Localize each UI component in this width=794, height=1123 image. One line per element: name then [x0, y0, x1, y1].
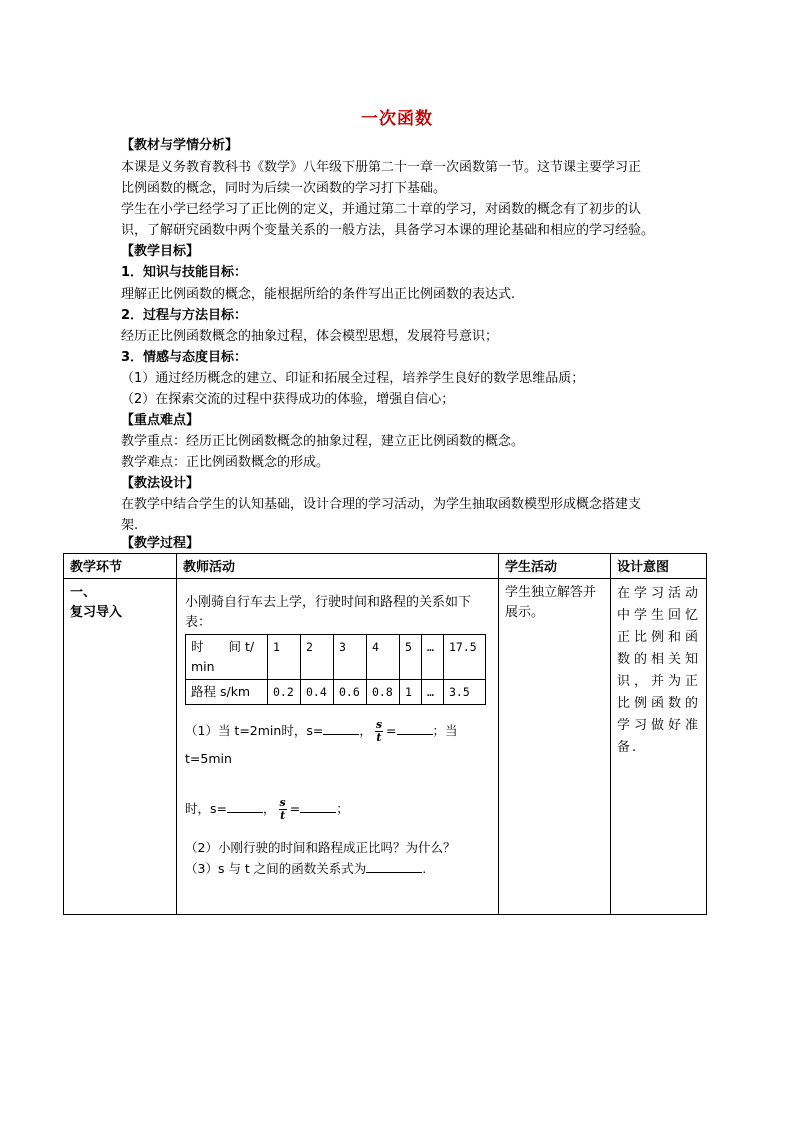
- q1-end: ；: [336, 801, 349, 816]
- goal-3-item-1: （1）通过经历概念的建立、印证和拓展全过程，培养学生良好的数学思维品质；: [121, 371, 585, 386]
- fraction-denominator: t: [376, 731, 382, 744]
- header-student-activity: 学生活动: [499, 554, 611, 579]
- fraction-s-over-t: [375, 719, 383, 744]
- time-value: …: [422, 635, 444, 680]
- student-activity-cell: 学生独立解答并展示。: [499, 579, 611, 915]
- distance-value: …: [422, 680, 444, 705]
- q1-text-b: ；当 t=5min: [185, 723, 458, 766]
- question-2: （2）小刚行驶的时间和路程成正比吗？为什么？: [185, 840, 456, 855]
- fraction-s-over-t: [279, 797, 287, 822]
- time-value: 17.5: [444, 635, 486, 680]
- time-distance-table: [185, 634, 486, 705]
- distance-value: 0.8: [367, 680, 400, 705]
- header-teacher-activity: 教师活动: [177, 554, 499, 579]
- q1-comma: ，: [263, 801, 276, 816]
- goal-1-text: 理解正比例函数的概念，能根据所给的条件写出正比例函数的表达式.: [121, 287, 516, 302]
- q1-comma: ，: [359, 723, 372, 738]
- process-heading: 【教学过程】: [121, 536, 200, 551]
- analysis-paragraph-1-line-2: 比例函数的概念，同时为后续一次函数的学习打下基础。: [121, 181, 447, 196]
- stage-cell: [64, 579, 177, 915]
- method-text-line-2: 架.: [121, 518, 139, 533]
- process-table-row: [64, 579, 707, 915]
- design-intent-cell: 在学习活动中学生回忆正比例和函数的相关知识，并为正比例函数的学习做好准备.: [611, 579, 707, 915]
- time-value: 1: [268, 635, 301, 680]
- goal-2-text: 经历正比例函数概念的抽象过程，体会模型思想，发展符号意识；: [121, 329, 499, 344]
- process-table-header-row: [64, 554, 707, 579]
- analysis-heading: 【教材与学情分析】: [121, 138, 239, 153]
- analysis-paragraph-2-line-1: 学生在小学已经学习了正比例的定义，并通过第二十章的学习，对函数的概念有了初步的认: [121, 202, 642, 217]
- stage-number: 一、: [70, 585, 97, 600]
- q3-text: （3）s 与 t 之间的函数关系式为: [185, 861, 367, 876]
- time-value: 3: [334, 635, 367, 680]
- distance-row: [186, 680, 486, 705]
- q1-text-c: 时，s=: [185, 801, 227, 816]
- time-value: 2: [301, 635, 334, 680]
- question-3: [185, 858, 490, 879]
- distance-value: 1: [400, 680, 422, 705]
- question-1-line-1: [185, 717, 490, 773]
- analysis-paragraph-2-line-2: 识，了解研究函数中两个变量关系的一般方法，具备学习本课的理论基础和相应的学习经验。: [121, 223, 655, 238]
- header-design-intent: 设计意图: [611, 554, 707, 579]
- distance-value: 0.4: [301, 680, 334, 705]
- distance-value: 0.6: [334, 680, 367, 705]
- time-label: 时 间 t/min: [186, 635, 268, 680]
- method-heading: 【教法设计】: [121, 476, 200, 491]
- time-value: 4: [367, 635, 400, 680]
- fraction-numerator: s: [279, 796, 286, 809]
- method-text-line-1: 在教学中结合学生的认知基础，设计合理的学习活动，为学生抽取函数模型形成概念搭建支: [121, 497, 642, 512]
- analysis-paragraph-1-line-1: 本课是义务教育教科书《数学》八年级下册第二十一章一次函数第一节。这节课主要学习正: [121, 160, 642, 175]
- distance-value: 0.2: [268, 680, 301, 705]
- q3-end: .: [422, 861, 427, 876]
- answer-blank: [300, 800, 336, 813]
- goal-3-heading: 3．情感与态度目标：: [121, 350, 248, 365]
- document-title: 一次函数: [361, 109, 433, 129]
- answer-blank: [366, 860, 422, 873]
- time-value: 5: [400, 635, 422, 680]
- q1-text-a: （1）当 t=2min时，s=: [185, 723, 324, 738]
- answer-blank: [323, 722, 359, 735]
- fraction-numerator: s: [375, 718, 383, 731]
- distance-value: 3.5: [444, 680, 486, 705]
- teacher-intro: 小刚骑自行车去上学，行驶时间和路程的关系如下表：: [185, 595, 472, 630]
- goal-2-heading: 2．过程与方法目标：: [121, 308, 248, 323]
- goals-heading: 【教学目标】: [121, 244, 200, 259]
- answer-blank: [397, 722, 433, 735]
- q1-equals: =: [386, 723, 397, 738]
- goal-3-item-2: （2）在探索交流的过程中获得成功的体验，增强自信心；: [121, 392, 455, 407]
- question-1-line-2: [185, 795, 490, 823]
- goal-1-heading: 1．知识与技能目标：: [121, 265, 248, 280]
- time-row: [186, 635, 486, 680]
- distance-label: 路程 s/km: [186, 680, 268, 705]
- difficult-point-text: 教学难点：正比例函数概念的形成。: [121, 455, 330, 470]
- process-table: [63, 553, 707, 915]
- answer-blank: [227, 800, 263, 813]
- header-stage: 教学环节: [64, 554, 177, 579]
- key-point-text: 教学重点：经历正比例函数概念的抽象过程，建立正比例函数的概念。: [121, 434, 525, 449]
- fraction-denominator: t: [280, 809, 286, 822]
- key-points-heading: 【重点难点】: [121, 413, 200, 428]
- teacher-activity-cell: [177, 579, 499, 915]
- q1-equals: =: [289, 801, 301, 816]
- stage-name: 复习导入: [70, 605, 123, 620]
